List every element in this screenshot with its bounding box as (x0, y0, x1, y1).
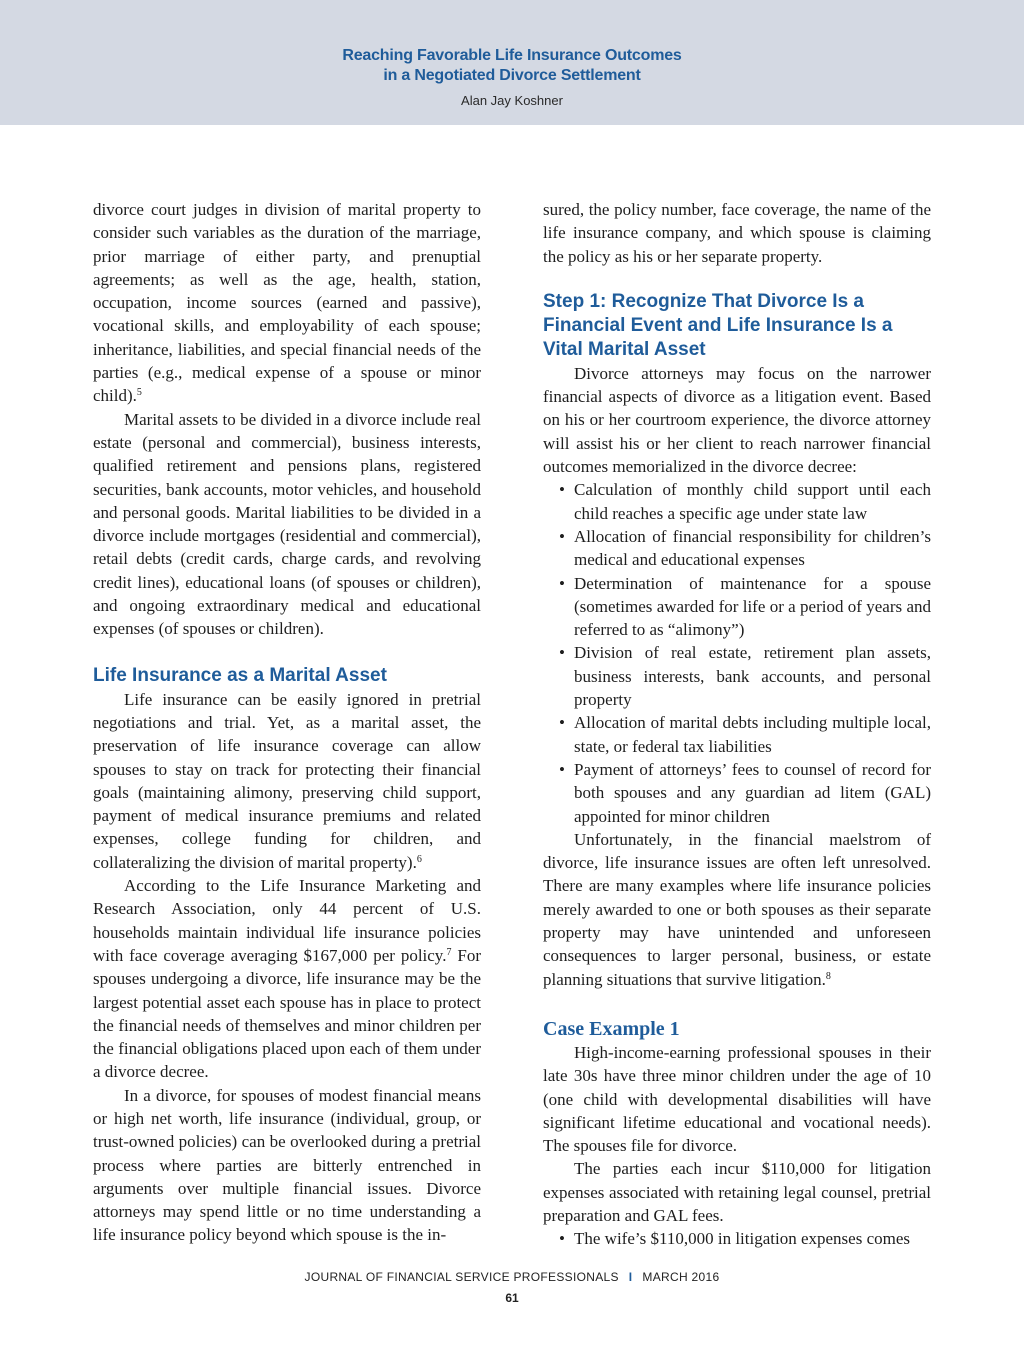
section-heading: Life Insurance as a Marital Asset (93, 664, 387, 686)
bullet-list (543, 1227, 931, 1250)
list-item: • Determination of maintenance for a spouse (sometimes awarded for life or a period of years and referred to as “alimony”) (559, 573, 931, 640)
bullet-list (543, 478, 931, 827)
list-item: • Payment of attorneys’ fees to counsel of record for both spouses and any guardian ad litem (GAL) appointed for minor children (559, 759, 931, 826)
body-paragraph: Divorce attorneys may focus on the narrower financial aspects of divorce as a litigation event. Based on his or her courtroom experience, the divorce attorney will assist his or her client to reach narrower financial outcomes memorialized in the divorce decree: (543, 363, 931, 477)
list-item: • Division of real estate, retirement plan assets, business interests, bank accounts, and personal property (559, 643, 931, 710)
section-heading: Step 1: Recognize That Divorce Is a Financial Event and Life Insurance Is a Vital Marital Asset (543, 290, 893, 360)
issue-date: MARCH 2016 (642, 1270, 720, 1284)
list-item: • Calculation of monthly child support until each child reaches a specific age under state law (559, 480, 931, 523)
left-column (93, 198, 481, 1247)
footer-separator: I (628, 1270, 633, 1284)
body-paragraph: Marital assets to be divided in a divorce include real estate (personal and commercial), business interests, qualified retirement and pensions plans, registered securities, bank accounts, motor vehicles, and household and personal goods. Marital liabilities to be divided in a divorce include mortgages (residential and commercial), retail debts (credit cards, charge cards, and revolving credit lines), educational loans (of spouses or children), and ongoing extraordinary medical and educational expenses (of spouses or children). (93, 409, 481, 639)
body-paragraph: divorce court judges in division of marital property to consider such variables as the duration of the marriage, prior marriage of either party, and prenuptial agreements; as well as the age, health, station, occupation, income sources (earned and passive), vocational skills, and employability of each spouse; inheritance, liabilities, and special financial needs of the parties (e.g., medical expense of a spouse or minor child).$^5$ (93, 200, 481, 406)
list-item: • Allocation of financial responsibility for children’s medical and educational expenses (559, 526, 931, 570)
section-heading: Case Example 1 (543, 1017, 680, 1040)
list-item: • The wife’s $110,000 in litigation expenses comes (559, 1229, 910, 1249)
right-column (543, 198, 931, 1251)
footnote-ref: 7 (446, 946, 452, 958)
page-number: 61 (505, 1291, 519, 1305)
journal-name: JOURNAL OF FINANCIAL SERVICE PROFESSIONALS (304, 1270, 619, 1284)
journal-footer (0, 1270, 1024, 1284)
body-paragraph: sured, the policy number, face coverage, the name of the life insurance company, and which spouse is claiming the policy as his or her separate property. (543, 200, 931, 266)
footnote-ref: 6 (416, 853, 422, 865)
body-paragraph: Life insurance can be easily ignored in pretrial negotiations and trial. Yet, as a marital asset, the preservation of life insurance coverage can allow spouses to stay on track for protecting their financial goals (maintaining alimony, preserving child support, payment of medical insurance premiums and related expenses, college funding for children, and collateralizing the division of marital property).$^6$ (93, 689, 481, 872)
body-paragraph: The parties each incur $110,000 for litigation expenses associated with retaining legal counsel, pretrial preparation and GAL fees. (543, 1159, 931, 1225)
list-item: • Allocation of marital debts including multiple local, state, or federal tax liabilities (559, 713, 931, 756)
article-title-line-1: Reaching Favorable Life Insurance Outcomes (342, 47, 682, 64)
footnote-ref: 5 (136, 387, 142, 399)
body-paragraph: According to the Life Insurance Marketing and Research Association, only 44 percent of U.S. households maintain individual life insurance policies with face coverage averaging $167,000 per policy.$^7$ For spouses undergoing a divorce, life insurance may be the largest potential asset each spouse has in place to protect the financial needs of themselves and minor children per the financial obligations placed upon each of them under a divorce decree. (93, 876, 481, 1082)
body-paragraph: High-income-earning professional spouses in their late 30s have three minor children under the age of 10 (one child with developmental disabilities will have significant lifetime educational and vocational needs). The spouses file for divorce. (543, 1042, 931, 1156)
body-paragraph: Unfortunately, in the financial maelstrom of divorce, life insurance issues are often left unresolved. There are many examples where life insurance policies merely awarded to one or both spouses as their separate property may have unintended and unforeseen consequences to larger personal, business, or estate planning situations that survive litigation.$^8$ (543, 829, 931, 989)
body-paragraph: In a divorce, for spouses of modest financial means or high net worth, life insurance (individual, group, or trust-owned policies) can be overlooked during a pretrial process where parties are bitterly entrenched in arguments over multiple financial issues. Divorce attorneys may spend little or no time understanding a life insurance policy beyond which spouse is the in- (93, 1085, 481, 1245)
article-author: Alan Jay Koshner (461, 93, 563, 108)
article-title-line-2: in a Negotiated Divorce Settlement (383, 67, 641, 84)
footnote-ref: 8 (825, 970, 831, 982)
